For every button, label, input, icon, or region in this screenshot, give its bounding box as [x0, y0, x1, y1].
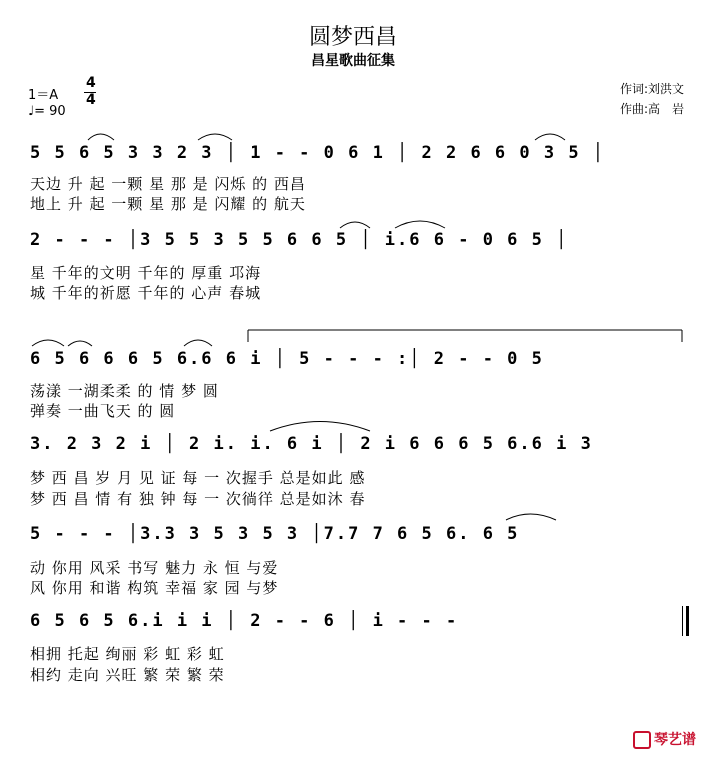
- song-title: 圆梦西昌: [308, 25, 397, 50]
- tempo-marking: ♩= 90: [28, 104, 66, 119]
- brand-watermark: [633, 729, 696, 749]
- lyrics-verse-2: 城 千年的祈愿 千年的 心声 春城: [30, 284, 262, 302]
- lyrics-verse-2: 地上 升 起 一颗 星 那 是 闪耀 的 航天: [30, 195, 306, 213]
- slur-mark: [340, 222, 370, 228]
- slur-mark: [88, 134, 114, 140]
- song-subtitle: 昌星歌曲征集: [311, 53, 395, 69]
- lyrics-verse-1: 梦 西 昌 岁 月 见 证 每 一 次握手 总是如此 感: [30, 469, 366, 487]
- notes-line: 5 - - - │3.3 3 5 3 5 3 │7.7 7 6 5 6. 6 5: [30, 524, 520, 544]
- lyrics-verse-2: 风 你用 和谐 构筑 幸福 家 园 与梦: [30, 579, 279, 597]
- slur-mark: [184, 340, 212, 346]
- slur-mark: [68, 341, 92, 346]
- time-signature-bottom: 4: [86, 92, 96, 108]
- slur-mark: [506, 514, 556, 520]
- lyricist-credit: 作词:刘洪文: [619, 82, 684, 96]
- notes-line: 5 5 6 5 3 3 2 3 │ 1 - - 0 6 1 │ 2 2 6 6 0 3 5 │: [30, 143, 606, 163]
- slur-mark: [32, 340, 64, 346]
- lyrics-verse-1: 相拥 托起 绚丽 彩 虹 彩 虹: [30, 645, 225, 663]
- notes-line: 6 5 6 5 6.i i i │ 2 - - 6 │ i - - -: [30, 611, 459, 631]
- slur-mark: [535, 134, 565, 140]
- time-signature-top: 4: [86, 75, 96, 91]
- notes-line: 2 - - - │3 5 5 3 5 5 6 6 5 │ i.6 6 - 0 6 5 │: [30, 230, 569, 250]
- brand-logo-icon: [633, 731, 651, 749]
- notes-line: 6 5 6 6 6 5 6.6 6 i │ 5 - - - :│ 2 - - 0 5: [30, 349, 544, 369]
- brand-label: 琴艺谱: [654, 732, 696, 748]
- key-signature: 1＝A: [28, 88, 59, 103]
- lyrics-verse-1: 天边 升 起 一颗 星 那 是 闪烁 的 西昌: [30, 175, 306, 193]
- lyrics-verse-1: 动 你用 风采 书写 魅力 永 恒 与爱: [30, 559, 279, 577]
- lyrics-verse-2: 梦 西 昌 情 有 独 钟 每 一 次徜徉 总是如沐 春: [30, 490, 366, 508]
- lyrics-verse-2: 相约 走向 兴旺 繁 荣 繁 荣: [30, 666, 225, 684]
- slur-mark: [270, 422, 370, 432]
- notes-line: 3. 2 3 2 i │ 2 i. i. 6 i │ 2 i 6 6 6 5 6.6 i 3: [30, 434, 593, 454]
- composer-credit: 作曲:高 岩: [619, 102, 684, 116]
- lyrics-verse-2: 弹奏 一曲飞天 的 圆: [30, 402, 176, 420]
- lyrics-verse-1: 荡漾 一湖柔柔 的 情 梦 圆: [30, 382, 219, 400]
- slur-mark: [198, 134, 232, 140]
- slur-mark: [395, 221, 445, 228]
- lyrics-verse-1: 星 千年的文明 千年的 厚重 邛海: [30, 264, 262, 282]
